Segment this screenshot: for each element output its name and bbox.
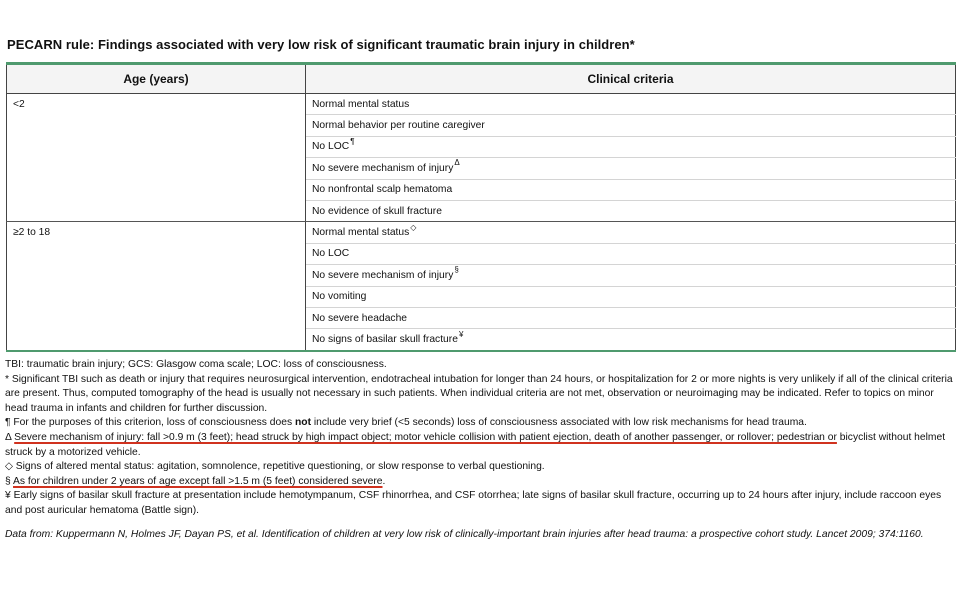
criterion-cell: No severe headache — [306, 307, 956, 328]
annotation-underline: As for children under 2 years of age except fall >1.5 m (5 feet) considered severe — [13, 475, 383, 487]
footnote-mark-yen: ¥ — [458, 329, 464, 339]
footnote-mark-diamond: ◇ — [410, 222, 417, 232]
footnotes — [5, 358, 955, 519]
criterion-cell: No severe mechanism of injury§ — [306, 265, 956, 286]
footnote-delta: Δ Severe mechanism of injury: fall >0.9 m (3 feet); head struck by high impact object; motor vehicle collision with patient ejection, death of another passenger, or rollover; pedestrian or bicyclist without helmet struck by a motorized vehicle. — [5, 431, 946, 458]
criterion-cell: No nonfrontal scalp hematoma — [306, 179, 956, 200]
criterion-cell: No LOC — [306, 243, 956, 264]
footnote-mark-section: § — [454, 265, 459, 275]
age-group-cell: <2 — [7, 94, 306, 222]
criterion-cell: Normal behavior per routine caregiver — [306, 115, 956, 136]
footnote-yen: ¥ Early signs of basilar skull fracture at presentation include hemotympanum, CSF rhinorrhea, and CSF otorrhea; late signs of basilar skull fracture, occurring up to 24 hours after injury, include raccoon eyes and post auricular hematoma (Battle sign). — [5, 490, 942, 516]
footnote-pilcrow: ¶ For the purposes of this criterion, loss of consciousness does not include very brief (<5 seconds) loss of consciousness associated with low risk mechanisms for head trauma. — [5, 417, 807, 429]
table-row — [7, 94, 956, 115]
annotation-underline: Severe mechanism of injury: fall >0.9 m (3 feet); head struck by high impact object; motor vehicle collision with patient ejection, death of another passenger, or rollover; pedestrian or — [14, 431, 837, 443]
footnote-diamond: ◇ Signs of altered mental status: agitation, somnolence, repetitive questioning, or slow response to verbal questioning. — [5, 461, 545, 473]
table-header-row — [7, 64, 956, 94]
footnote-section: § As for children under 2 years of age except fall >1.5 m (5 feet) considered severe. — [5, 475, 386, 487]
footnote-mark-delta: Δ — [454, 158, 460, 168]
age-group-cell: ≥2 to 18 — [7, 222, 306, 351]
criteria-table — [6, 62, 956, 352]
criterion-cell: No signs of basilar skull fracture¥ — [306, 329, 956, 351]
column-header-criteria: Clinical criteria — [306, 64, 956, 94]
footnote-asterisk: * Significant TBI such as death or injury that requires neurosurgical intervention, endotracheal intubation for longer than 24 hours, or hospitalization for 2 or more nights is very unlikely if all of the clinical criteria are present. Thus, computed tomography of the head is usually not necessary in such patients. When individual criteria are not met, observation or neuroimaging may be indicated. Refer to topics on minor head trauma in infants and children for further discussion. — [5, 373, 953, 414]
criterion-cell: No severe mechanism of injury$^\Delta$ — [306, 158, 956, 179]
criterion-cell: Normal mental status — [306, 94, 956, 115]
table-row — [7, 222, 956, 243]
criterion-cell: No vomiting — [306, 286, 956, 307]
criterion-cell: Normal mental status◇ — [306, 222, 956, 243]
column-header-age: Age (years) — [7, 64, 306, 94]
page-title: PECARN rule: Findings associated with very low risk of significant traumatic brain injury in children* — [7, 37, 635, 52]
source-citation: Data from: Kuppermann N, Holmes JF, Dayan PS, et al. Identification of children at very low risk of clinically-important brain injuries after head trauma: a prospective cohort study. Lancet 2009; 374:1160. — [5, 529, 924, 540]
footnote-mark-pilcrow: ¶ — [350, 137, 355, 147]
footnote-abbreviations: TBI: traumatic brain injury; GCS: Glasgow coma scale; LOC: loss of consciousness. — [5, 359, 387, 370]
criterion-cell: No LOC¶ — [306, 136, 956, 157]
criterion-cell: No evidence of skull fracture — [306, 200, 956, 221]
